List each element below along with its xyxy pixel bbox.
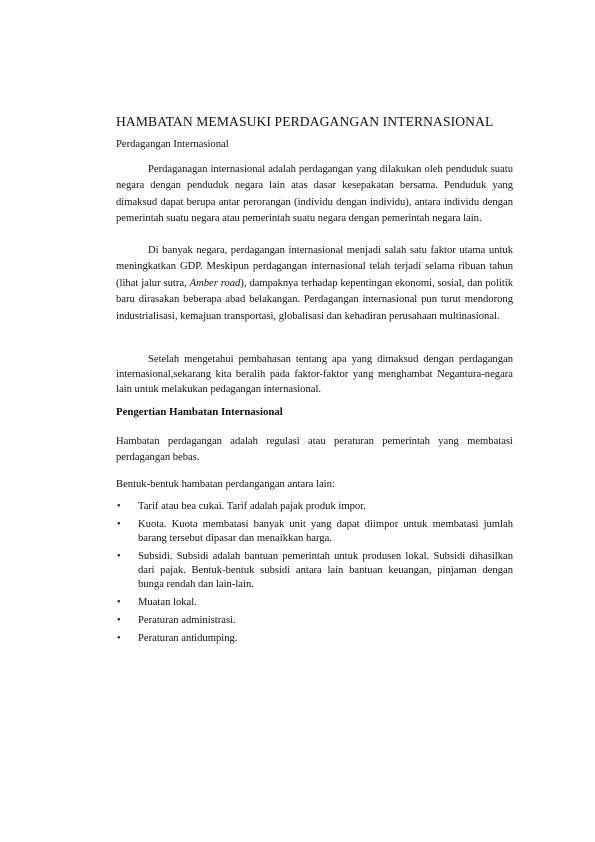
list-item <box>116 550 513 593</box>
bullet-icon: • <box>117 614 121 626</box>
list-item <box>116 500 513 514</box>
list-item <box>116 614 513 628</box>
paragraph-1: Perdaganagan internasional adalah perdagangan yang dilakukan oleh penduduk suatu negara dengan penduduk negara lain atas dasar kesepakatan bersama. Penduduk yang dimaksud dapat berupa antar perorangan (individu dengan individu), antara individu dengan pemerintah suatu negara atau pemerintah suatu negara dengan pemerintah negara lain. <box>116 164 513 225</box>
bullet-icon: • <box>117 501 121 512</box>
list-item-text: Subsidi. Subsidi adalah bantuan pemerintah untuk produsen lokal. Subsidi dihasilkan dari pajak. Bentuk-bentuk subsidi antara lain bantuan keuangan, pinjaman dengan bunga rendah dan lain-lain. <box>138 550 513 591</box>
document-title: HAMBATAN MEMASUKI PERDAGANGAN INTERNASIONAL <box>116 114 494 129</box>
list-item-text: Muatan lokal. <box>138 597 197 608</box>
list-item <box>116 596 513 610</box>
paragraph-4: Hambatan perdagangan adalah regulasi atau peraturan pemerintah yang membatasi perdagangan bebas. <box>116 436 513 464</box>
paragraph-2-text-after: ), dampaknya terhadap kepentingan ekonomi, sosial, dan politik baru dirasakan beberapa abad belakangan. Perdagangan internasional pun turut mendorong industrialisasi, kemajuan transportasi, globalisasi dan kehadiran perusahaan multinasional. <box>116 277 514 322</box>
bullet-list <box>116 500 513 649</box>
paragraph-2-text-before: Di banyak negara, perdagangan internasional menjadi salah satu faktor utama untuk meningkatkan GDP. Meskipun perdagangan internasional telah terjadi selama ribuan tahun (lihat jalur sutra, <box>116 245 513 289</box>
section-heading: Pengertian Hambatan Internasional <box>116 406 283 418</box>
section-subtitle: Perdagangan Internasional <box>116 139 229 150</box>
list-item-text: Peraturan antidumping. <box>138 632 238 644</box>
list-item <box>116 632 513 646</box>
bullet-icon: • <box>117 632 121 644</box>
bullet-icon: • <box>117 550 121 562</box>
paragraph-2 <box>116 243 513 325</box>
bullet-icon: • <box>117 518 121 530</box>
bullet-icon: • <box>117 597 121 608</box>
list-item <box>116 518 513 546</box>
paragraph-3: Setelah mengetahui pembahasan tentang apa yang dimaksud dengan perdagangan internasional,sekarang kita beralih pada faktor-faktor yang menghambat Negantura-negara lain untuk melakukan pedagangan internasional. <box>116 354 513 395</box>
list-item-text: Peraturan administrasi. <box>138 614 236 626</box>
list-item-text: Kuota. Kuota membatasi banyak unit yang dapat diimpor untuk membatasi jumlah barang tersebut dipasar dan menaikkan harga. <box>138 518 513 544</box>
list-item-text: Tarif atau bea cukai. Tarif adalah pajak produk impor. <box>138 501 366 512</box>
paragraph-2-italic: Amber road <box>189 277 241 289</box>
paragraph-5: Bentuk-bentuk hambatan perdangangan antara lain: <box>116 479 335 490</box>
